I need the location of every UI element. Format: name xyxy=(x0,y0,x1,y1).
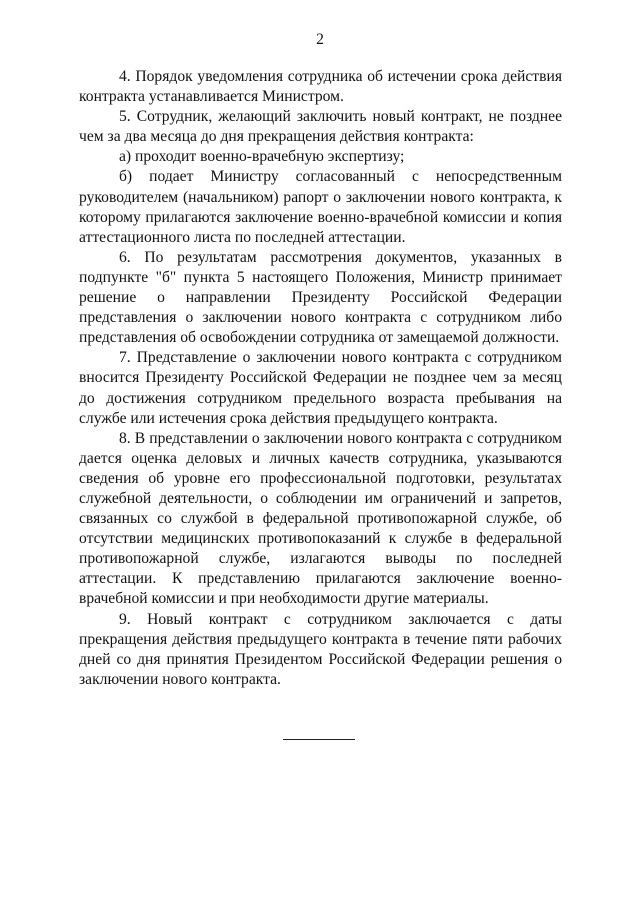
subparagraph-5a: а) проходит военно-врачебную экспертизу; xyxy=(119,148,405,166)
paragraph-9: 9. Новый контракт с сотрудником заключается с даты прекращения действия предыдущего контракта в течение пяти рабочих дней со дня принятия Президентом Российской Федерации решения о заключении нового контракта. xyxy=(79,610,562,688)
document-body xyxy=(79,67,562,690)
subparagraph-5b: б) подает Министру согласованный с непосредственным руководителем (начальником) рапорт о заключении нового контракта, к которому прилагаются заключение военно-врачебной комиссии и копия аттестационного листа по последней аттестации. xyxy=(79,168,562,246)
paragraph-4: 4. Порядок уведомления сотрудника об истечении срока действия контракта устанавливается Министром. xyxy=(79,68,562,106)
paragraph-6: 6. По результатам рассмотрения документов, указанных в подпункте "б" пункта 5 настоящего Положения, Министр принимает решение о направлении Президенту Российской Федерации представления о заключении нового контракта с сотрудником либо представления об освобождении сотрудника от замещаемой должности. xyxy=(79,248,562,347)
page-number: 2 xyxy=(316,31,324,48)
paragraph-7: 7. Представление о заключении нового контракта с сотрудником вносится Президенту Российской Федерации не позднее чем за месяц до достижения сотрудником предельного возраста пребывания на службе или истечения срока действия предыдущего контракта. xyxy=(79,349,562,427)
end-of-text-line xyxy=(283,739,355,740)
paragraph-5: 5. Сотрудник, желающий заключить новый контракт, не позднее чем за два месяца до дня прекращения действия контракта: xyxy=(79,108,562,146)
paragraph-8: 8. В представлении о заключении нового контракта с сотрудником дается оценка деловых и личных качеств сотрудника, указываются сведения об уровне его профессиональной подготовки, результатах служебной деятельности, о соблюдении им ограничений и запретов, связанных со службой в федеральной противопожарной службе, об отсутствии медицинских противопоказаний к службе в федеральной противопожарной службе, излагаются выводы по последней аттестации. К представлению прилагаются заключение военно-врачебной комиссии и при необходимости другие материалы. xyxy=(79,429,562,608)
